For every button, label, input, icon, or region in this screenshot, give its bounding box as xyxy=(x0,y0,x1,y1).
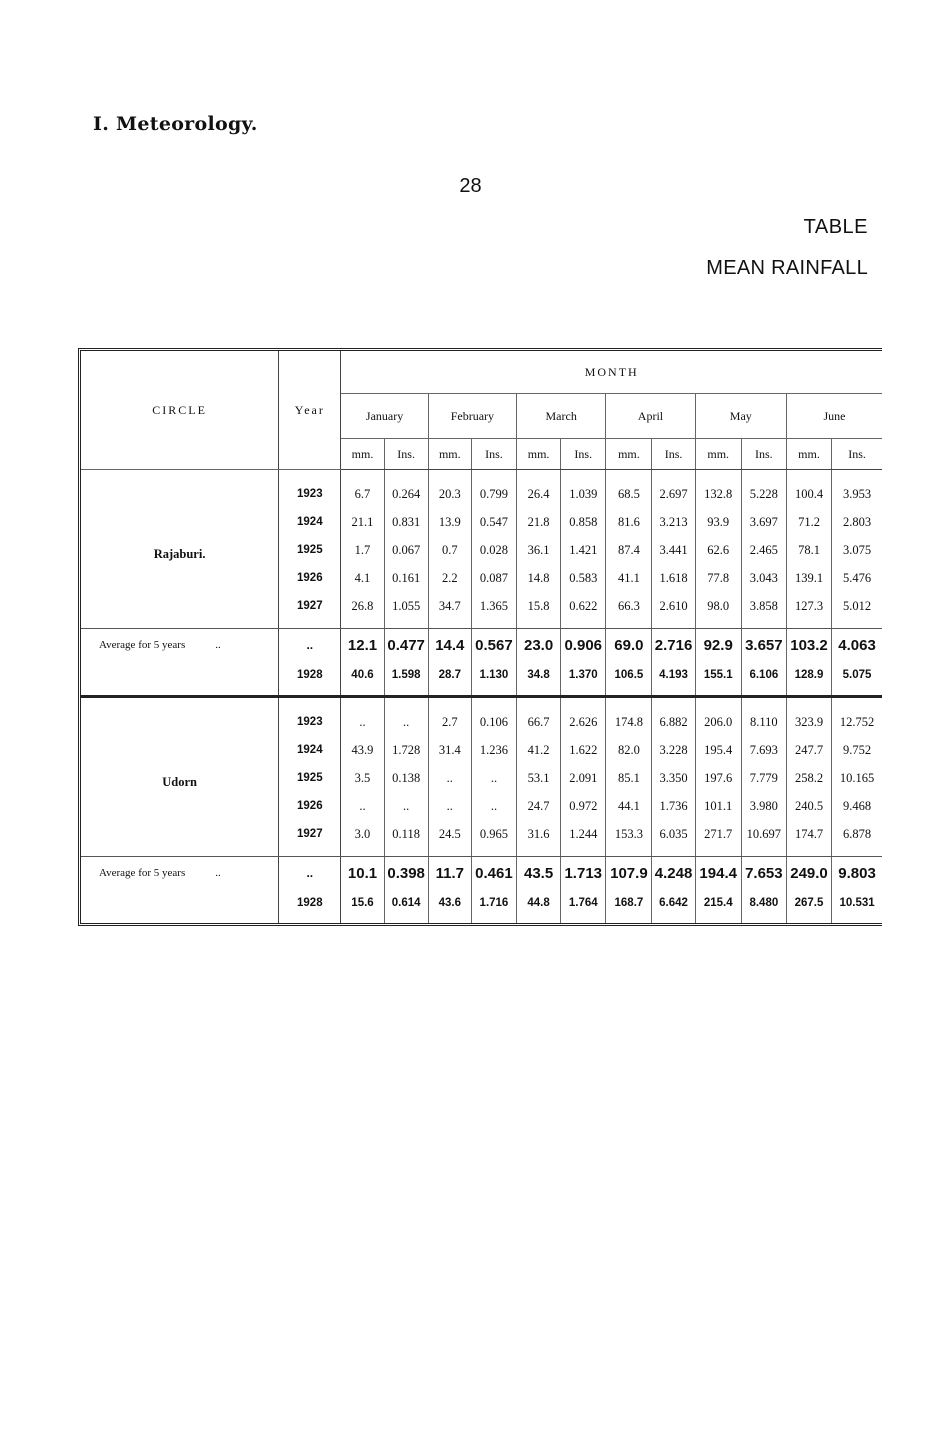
value-mm: .. xyxy=(359,798,366,813)
average-mm: 194.4 xyxy=(695,857,741,890)
value-ins: 0.087 xyxy=(471,564,516,592)
value-ins: 9.468 xyxy=(832,792,882,820)
average-ins: 0.477 xyxy=(384,629,428,662)
value-ins: 2.091 xyxy=(561,764,606,792)
value-ins: 5.228 xyxy=(741,470,786,509)
current-ins: 10.531 xyxy=(832,889,882,923)
value-mm: 1.7 xyxy=(354,542,371,557)
value-mm: 24.7 xyxy=(517,792,561,820)
value-ins: 3.858 xyxy=(741,592,786,629)
value-mm: 14.8 xyxy=(517,564,561,592)
page-number: 28 xyxy=(459,175,482,197)
value-ins: 3.350 xyxy=(652,764,695,792)
header-month-name: March xyxy=(517,394,606,439)
current-mm: 155.1 xyxy=(695,661,741,697)
value-mm: 15.8 xyxy=(517,592,561,629)
average-mm: 103.2 xyxy=(786,629,831,662)
value-ins: 6.882 xyxy=(652,697,695,737)
table-row xyxy=(81,697,882,737)
value-ins: 3.075 xyxy=(832,536,882,564)
value-mm: 36.1 xyxy=(517,536,561,564)
average-leader-dots: .. xyxy=(215,639,221,651)
current-ins: 0.614 xyxy=(384,889,428,923)
average-mm: 92.9 xyxy=(695,629,741,662)
value-ins: 5.476 xyxy=(832,564,882,592)
value-mm: 24.5 xyxy=(428,820,471,857)
average-ins: 0.567 xyxy=(471,629,516,662)
value-mm: 153.3 xyxy=(606,820,652,857)
header-month-name: June xyxy=(786,394,882,439)
value-mm: 81.6 xyxy=(606,508,652,536)
rainfall-table-container xyxy=(78,348,882,926)
value-mm: 21.8 xyxy=(517,508,561,536)
header-circle: CIRCLE xyxy=(81,351,279,470)
header-unit-mm: mm. xyxy=(428,439,471,470)
value-ins: .. xyxy=(384,697,428,737)
value-ins: 0.799 xyxy=(471,470,516,509)
value-ins: 0.118 xyxy=(384,820,428,857)
value-mm: 93.9 xyxy=(695,508,741,536)
value-mm: 44.1 xyxy=(606,792,652,820)
current-ins: 8.480 xyxy=(741,889,786,923)
value-mm: 62.6 xyxy=(695,536,741,564)
year-cell: .. xyxy=(279,629,341,662)
header-month-name: May xyxy=(695,394,786,439)
value-mm: 174.8 xyxy=(606,697,652,737)
year-cell: 1927 xyxy=(279,592,341,629)
average-mm: 12.1 xyxy=(347,636,378,654)
value-mm: 43.9 xyxy=(351,742,374,757)
header-unit-ins: Ins. xyxy=(741,439,786,470)
header-unit-ins: Ins. xyxy=(652,439,695,470)
value-mm: 4.1 xyxy=(354,570,371,585)
average-ins: 7.653 xyxy=(741,857,786,890)
value-mm: 82.0 xyxy=(606,736,652,764)
value-ins: 0.583 xyxy=(561,564,606,592)
value-mm: 26.4 xyxy=(517,470,561,509)
value-ins: 0.622 xyxy=(561,592,606,629)
value-ins: 1.618 xyxy=(652,564,695,592)
value-ins: 8.110 xyxy=(741,697,786,737)
current-ins: 5.075 xyxy=(832,661,882,697)
current-ins: 1.370 xyxy=(561,661,606,697)
value-mm: 3.0 xyxy=(341,820,384,857)
header-month-name: April xyxy=(606,394,695,439)
current-mm: 106.5 xyxy=(606,661,652,697)
value-mm: 53.1 xyxy=(517,764,561,792)
year-cell: 1925 xyxy=(279,536,341,564)
value-ins: 6.878 xyxy=(832,820,882,857)
value-mm: 174.7 xyxy=(786,820,831,857)
average-ins: 3.657 xyxy=(741,629,786,662)
value-ins: 0.028 xyxy=(471,536,516,564)
value-mm: .. xyxy=(428,792,471,820)
header-month-name: February xyxy=(428,394,516,439)
current-ins: 1.130 xyxy=(471,661,516,697)
value-ins: 0.161 xyxy=(384,564,428,592)
average-row xyxy=(81,857,882,890)
current-ins: 6.106 xyxy=(741,661,786,697)
value-mm: 41.2 xyxy=(517,736,561,764)
current-ins: 1.598 xyxy=(384,661,428,697)
station-name: Rajaburi. xyxy=(81,470,279,629)
year-cell: .. xyxy=(279,857,341,890)
value-ins: 3.213 xyxy=(652,508,695,536)
value-mm: 66.3 xyxy=(606,592,652,629)
current-mm: 43.6 xyxy=(428,889,471,923)
average-label-cell xyxy=(81,629,279,662)
rainfall-table xyxy=(81,351,882,923)
current-mm: 267.5 xyxy=(786,889,831,923)
value-mm: 31.4 xyxy=(428,736,471,764)
current-ins: 4.193 xyxy=(652,661,695,697)
value-ins: 3.228 xyxy=(652,736,695,764)
header-unit-ins: Ins. xyxy=(384,439,428,470)
average-ins: 4.248 xyxy=(652,857,695,890)
value-ins: 1.236 xyxy=(471,736,516,764)
average-mm: 11.7 xyxy=(428,857,471,890)
year-cell: 1926 xyxy=(279,792,341,820)
header-unit-mm: mm. xyxy=(606,439,652,470)
year-cell: 1924 xyxy=(279,736,341,764)
value-ins: 2.610 xyxy=(652,592,695,629)
year-cell: 1926 xyxy=(279,564,341,592)
average-label: Average for 5 years xyxy=(99,639,186,651)
year-cell: 1923 xyxy=(279,470,341,509)
value-ins: 1.055 xyxy=(384,592,428,629)
value-mm: 240.5 xyxy=(786,792,831,820)
current-mm: 168.7 xyxy=(606,889,652,923)
current-mm: 40.6 xyxy=(341,661,384,697)
average-mm: 14.4 xyxy=(428,629,471,662)
header-unit-mm: mm. xyxy=(695,439,741,470)
value-ins: 2.803 xyxy=(832,508,882,536)
year-cell: 1928 xyxy=(279,889,341,923)
blank-cell xyxy=(81,889,279,923)
current-year-row xyxy=(81,889,882,923)
current-mm: 15.6 xyxy=(351,897,374,909)
year-cell: 1923 xyxy=(279,697,341,737)
value-ins: 7.779 xyxy=(741,764,786,792)
average-ins: 0.906 xyxy=(561,629,606,662)
value-mm: 21.1 xyxy=(351,514,374,529)
header-month: MONTH xyxy=(341,351,882,394)
value-mm: 20.3 xyxy=(428,470,471,509)
header-month-name: January xyxy=(341,394,428,439)
value-ins: 3.043 xyxy=(741,564,786,592)
value-ins: 0.972 xyxy=(561,792,606,820)
value-mm: 6.7 xyxy=(354,486,371,501)
value-mm: 87.4 xyxy=(606,536,652,564)
value-mm: 271.7 xyxy=(695,820,741,857)
value-ins: 0.067 xyxy=(384,536,428,564)
value-mm: 247.7 xyxy=(786,736,831,764)
value-ins: 0.965 xyxy=(471,820,516,857)
value-mm: 2.7 xyxy=(428,697,471,737)
value-ins: 0.831 xyxy=(384,508,428,536)
current-mm: 215.4 xyxy=(695,889,741,923)
value-ins: 10.697 xyxy=(741,820,786,857)
value-ins: .. xyxy=(471,764,516,792)
average-ins: 0.461 xyxy=(471,857,516,890)
value-mm: 2.2 xyxy=(428,564,471,592)
value-ins: 0.547 xyxy=(471,508,516,536)
current-year-row xyxy=(81,661,882,697)
value-ins: 9.752 xyxy=(832,736,882,764)
header-unit-ins: Ins. xyxy=(561,439,606,470)
value-ins: .. xyxy=(384,792,428,820)
value-mm: 197.6 xyxy=(695,764,741,792)
current-mm: 34.8 xyxy=(517,661,561,697)
value-mm: 78.1 xyxy=(786,536,831,564)
value-ins: 3.953 xyxy=(832,470,882,509)
value-ins: 0.858 xyxy=(561,508,606,536)
average-mm: 107.9 xyxy=(606,857,652,890)
average-ins: 1.713 xyxy=(561,857,606,890)
average-mm: 10.1 xyxy=(347,864,378,882)
average-mm: 69.0 xyxy=(606,629,652,662)
value-mm: 100.4 xyxy=(786,470,831,509)
value-mm: 41.1 xyxy=(606,564,652,592)
value-ins: 1.728 xyxy=(384,736,428,764)
current-mm: 44.8 xyxy=(517,889,561,923)
value-mm: 101.1 xyxy=(695,792,741,820)
year-cell: 1925 xyxy=(279,764,341,792)
header-year: Year xyxy=(279,351,341,470)
current-mm: 28.7 xyxy=(428,661,471,697)
header-unit-ins: Ins. xyxy=(471,439,516,470)
value-mm: 34.7 xyxy=(428,592,471,629)
value-ins: 1.421 xyxy=(561,536,606,564)
value-mm: 13.9 xyxy=(428,508,471,536)
header-unit-mm: mm. xyxy=(517,439,561,470)
section-title: I. Meteorology. xyxy=(93,113,258,135)
average-row xyxy=(81,629,882,662)
value-mm: 0.7 xyxy=(428,536,471,564)
year-cell: 1924 xyxy=(279,508,341,536)
value-ins: 2.697 xyxy=(652,470,695,509)
average-mm: 249.0 xyxy=(786,857,831,890)
value-ins: 6.035 xyxy=(652,820,695,857)
value-ins: 1.039 xyxy=(561,470,606,509)
table-label: TABLE xyxy=(803,216,868,238)
station-name: Udorn xyxy=(81,697,279,857)
value-ins: 12.752 xyxy=(832,697,882,737)
value-mm: 31.6 xyxy=(517,820,561,857)
value-ins: 7.693 xyxy=(741,736,786,764)
year-cell: 1928 xyxy=(279,661,341,697)
average-ins: 9.803 xyxy=(832,857,882,890)
blank-cell xyxy=(81,661,279,697)
value-ins: .. xyxy=(471,792,516,820)
value-mm: 68.5 xyxy=(606,470,652,509)
value-mm: 258.2 xyxy=(786,764,831,792)
value-mm: 323.9 xyxy=(786,697,831,737)
value-ins: 1.365 xyxy=(471,592,516,629)
average-mm: 43.5 xyxy=(517,857,561,890)
average-label-cell xyxy=(81,857,279,890)
average-leader-dots: .. xyxy=(215,867,221,879)
value-mm: 132.8 xyxy=(695,470,741,509)
current-ins: 1.716 xyxy=(471,889,516,923)
average-ins: 0.398 xyxy=(384,857,428,890)
value-mm: 71.2 xyxy=(786,508,831,536)
average-label: Average for 5 years xyxy=(99,867,186,879)
value-ins: 10.165 xyxy=(832,764,882,792)
value-mm: 206.0 xyxy=(695,697,741,737)
value-ins: 0.264 xyxy=(384,470,428,509)
value-ins: 2.465 xyxy=(741,536,786,564)
value-ins: 1.622 xyxy=(561,736,606,764)
header-unit-mm: mm. xyxy=(341,439,384,470)
value-ins: 0.138 xyxy=(384,764,428,792)
value-mm: 77.8 xyxy=(695,564,741,592)
current-ins: 6.642 xyxy=(652,889,695,923)
header-unit-mm: mm. xyxy=(786,439,831,470)
current-mm: 128.9 xyxy=(786,661,831,697)
value-ins: 5.012 xyxy=(832,592,882,629)
average-ins: 4.063 xyxy=(832,629,882,662)
current-ins: 1.764 xyxy=(561,889,606,923)
value-mm: 85.1 xyxy=(606,764,652,792)
value-mm: 195.4 xyxy=(695,736,741,764)
value-ins: 3.980 xyxy=(741,792,786,820)
value-ins: 1.736 xyxy=(652,792,695,820)
value-mm: 66.7 xyxy=(517,697,561,737)
value-mm: .. xyxy=(359,714,366,729)
header-unit-ins: Ins. xyxy=(832,439,882,470)
value-ins: 3.697 xyxy=(741,508,786,536)
value-mm: 26.8 xyxy=(341,592,384,629)
year-cell: 1927 xyxy=(279,820,341,857)
value-ins: 0.106 xyxy=(471,697,516,737)
value-mm: 139.1 xyxy=(786,564,831,592)
value-mm: 3.5 xyxy=(354,770,371,785)
table-row xyxy=(81,470,882,509)
value-mm: 127.3 xyxy=(786,592,831,629)
value-mm: 98.0 xyxy=(695,592,741,629)
table-title: MEAN RAINFALL xyxy=(706,257,868,279)
average-ins: 2.716 xyxy=(652,629,695,662)
value-ins: 3.441 xyxy=(652,536,695,564)
average-mm: 23.0 xyxy=(517,629,561,662)
value-mm: .. xyxy=(428,764,471,792)
header-row-month xyxy=(81,351,882,394)
value-ins: 2.626 xyxy=(561,697,606,737)
value-ins: 1.244 xyxy=(561,820,606,857)
